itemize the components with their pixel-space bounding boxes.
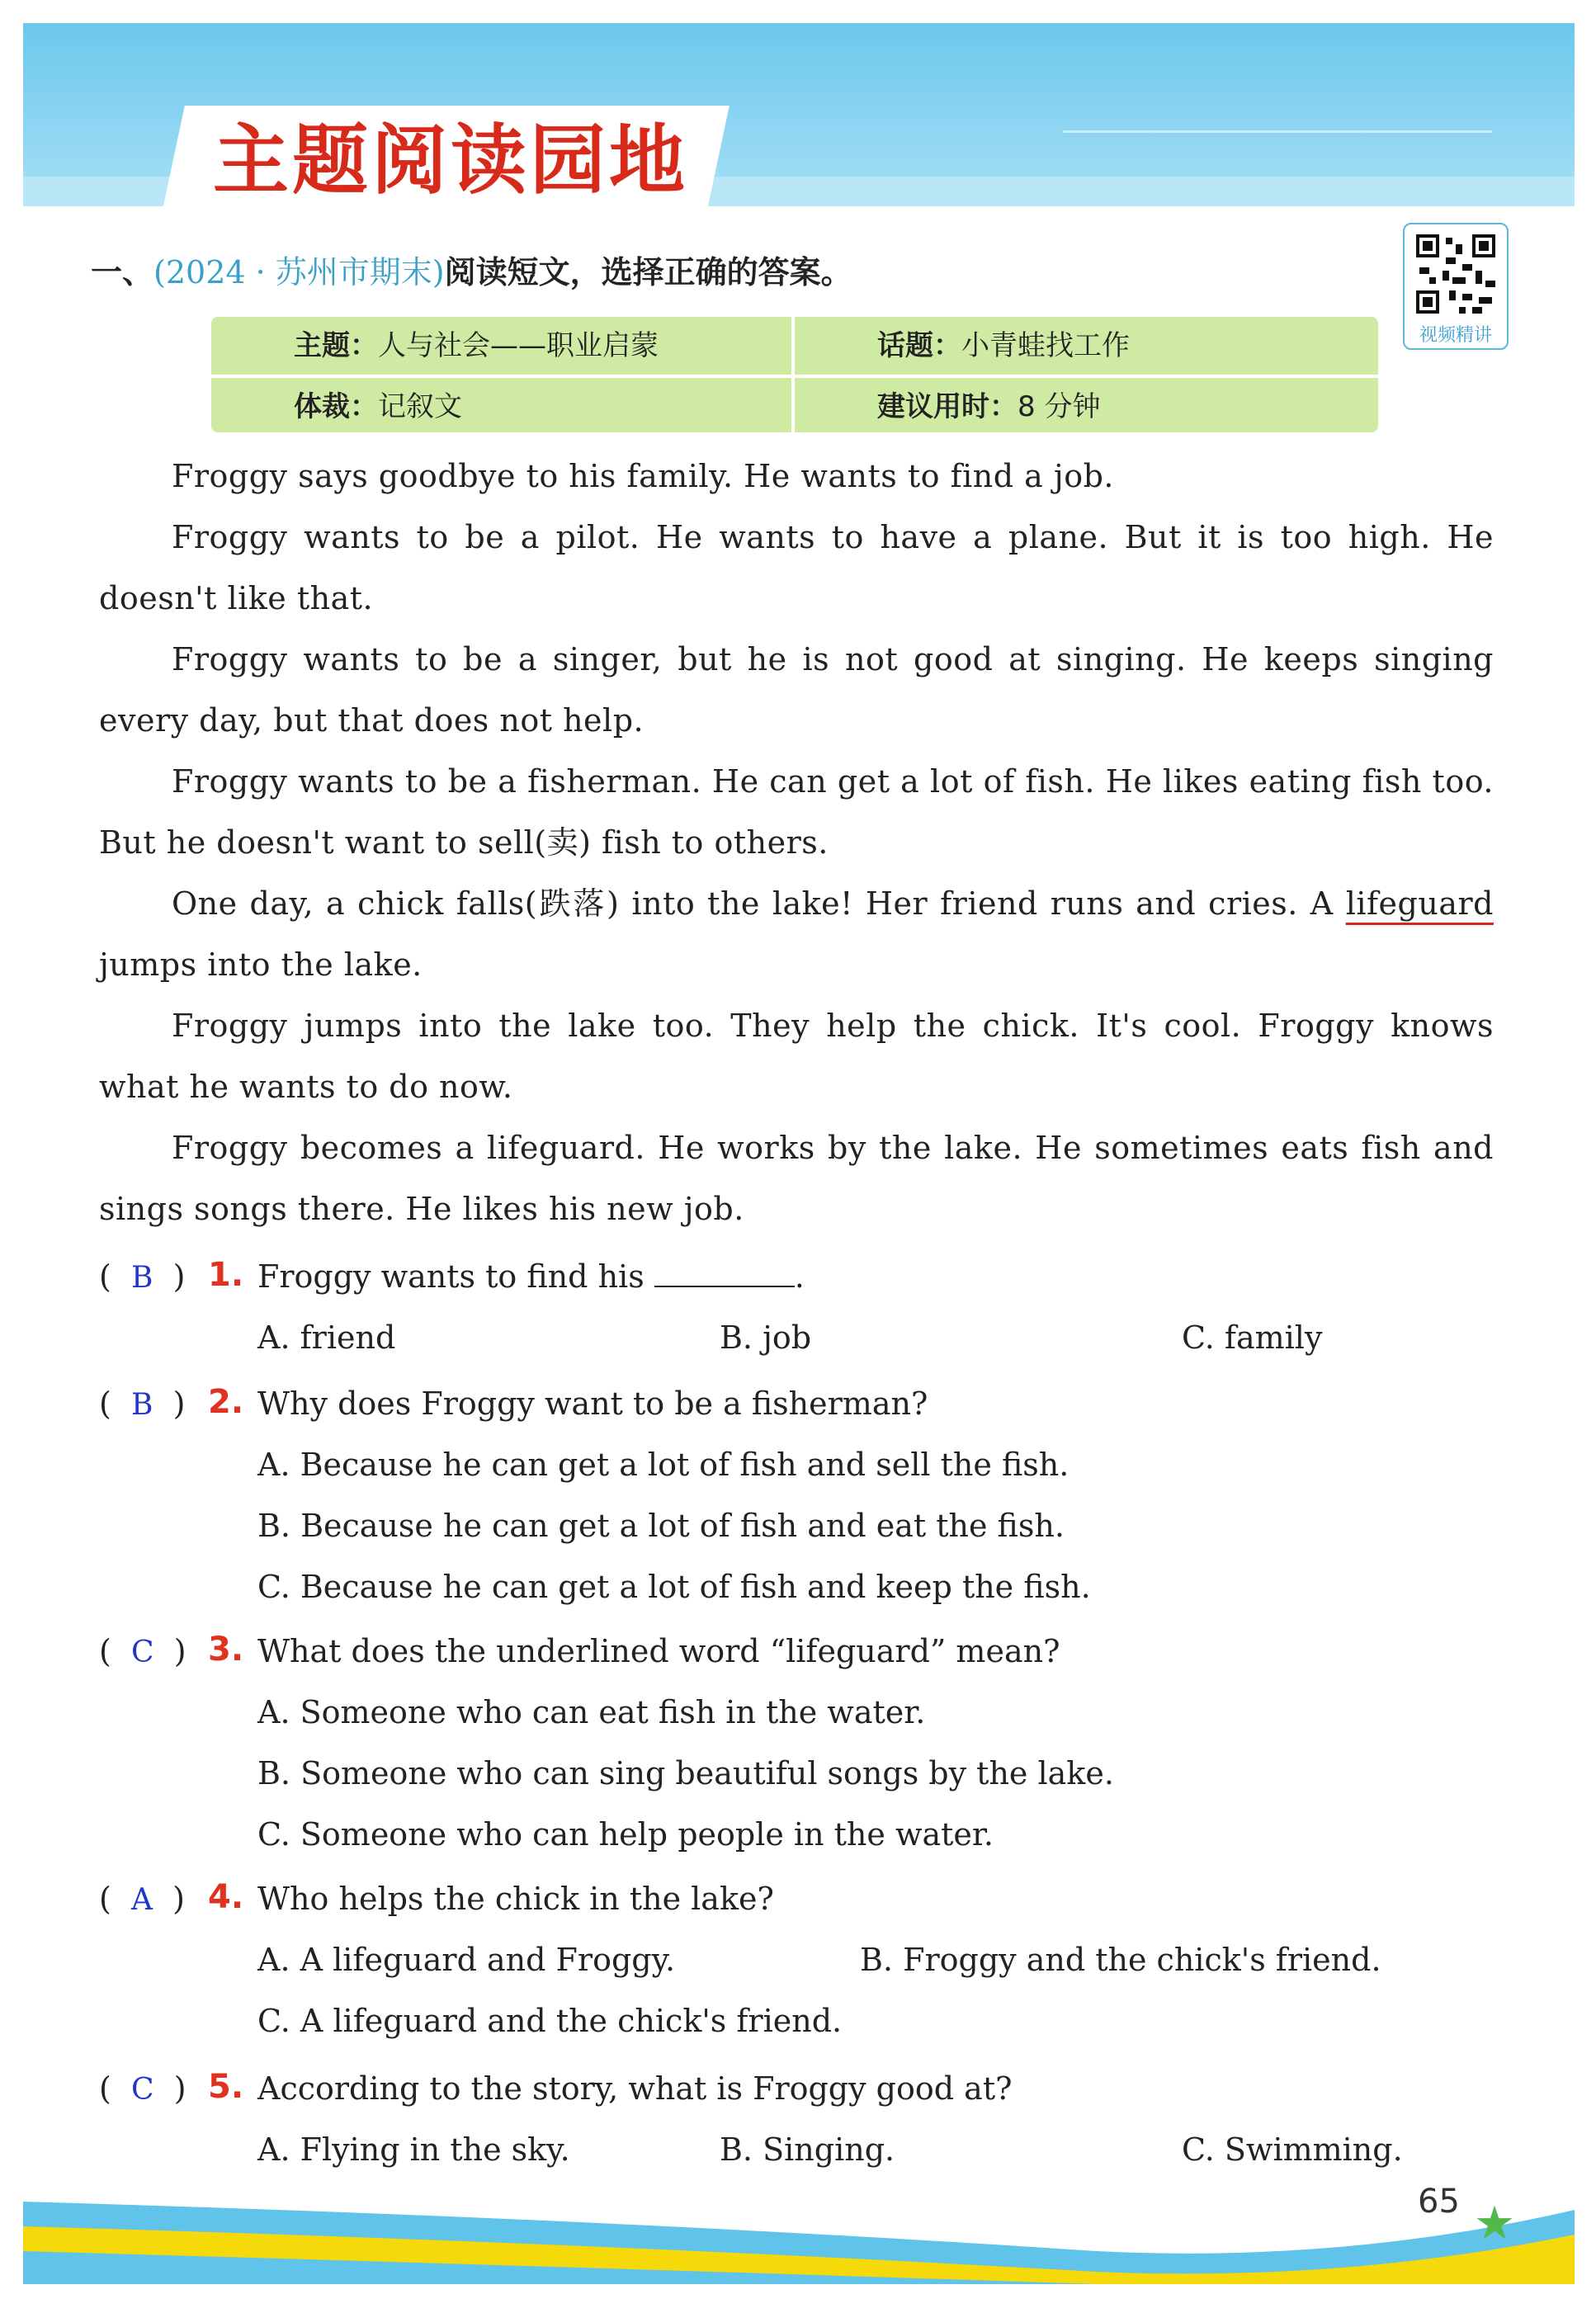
answer-mark: C bbox=[130, 2073, 154, 2107]
answer-bracket: ( A ) bbox=[99, 1881, 185, 1917]
qr-label: 视频精讲 bbox=[1419, 325, 1492, 346]
paragraph-1: Froggy says goodbye to his family. He wants to find a job. bbox=[172, 458, 1114, 494]
option-b: B. Froggy and the chick's friend. bbox=[860, 1942, 1381, 1978]
option-c: C. Someone who can help people in the water. bbox=[257, 1816, 994, 1853]
reading-passage bbox=[99, 446, 1494, 1239]
question-4 bbox=[99, 1868, 1494, 2051]
question-number: 1. bbox=[208, 1256, 244, 1294]
paragraph-3: Froggy wants to be a singer, but he is not good at singing. He keeps singing every day, but that does not help. bbox=[99, 641, 1494, 739]
info-table bbox=[211, 317, 1378, 432]
question-number: 2. bbox=[208, 1383, 244, 1421]
answer-blank bbox=[654, 1256, 795, 1287]
question-text: Who helps the chick in the lake? bbox=[257, 1881, 774, 1917]
option-a: A. Flying in the sky. bbox=[257, 2131, 570, 2168]
option-b: B. Singing. bbox=[720, 2131, 895, 2168]
question-number: 4. bbox=[208, 1878, 244, 1916]
question-text: Froggy wants to find his . bbox=[257, 1246, 805, 1307]
option-b: B. Someone who can sing beautiful songs by the lake. bbox=[257, 1755, 1114, 1791]
answer-bracket: ( C ) bbox=[99, 1633, 187, 1669]
question-text: According to the story, what is Froggy good at? bbox=[257, 2070, 1013, 2107]
option-c: C. A lifeguard and the chick's friend. bbox=[257, 2003, 843, 2039]
answer-bracket: ( B ) bbox=[99, 1385, 186, 1422]
section-source: (2024 · 苏州市期末) bbox=[153, 254, 445, 290]
option-b: B. Because he can get a lot of fish and eat the fish. bbox=[257, 1508, 1065, 1544]
question-text: Why does Froggy want to be a fisherman? bbox=[257, 1385, 928, 1422]
qr-code-icon bbox=[1413, 231, 1499, 317]
paragraph-5: One day, a chick falls(跌落) into the lake! Her friend runs and cries. A lifeguard jumps into the lake. bbox=[99, 885, 1494, 983]
option-a: A. A lifeguard and Froggy. bbox=[257, 1942, 676, 1978]
star-icon: ★ bbox=[1474, 2197, 1516, 2250]
question-3 bbox=[99, 1621, 1494, 1865]
answer-bracket: ( B ) bbox=[99, 1258, 186, 1295]
info-genre: 体裁：记叙文 bbox=[211, 378, 795, 436]
answer-mark: A bbox=[130, 1883, 153, 1917]
section-heading bbox=[91, 248, 852, 297]
answer-bracket: ( C ) bbox=[99, 2070, 187, 2107]
paragraph-7: Froggy becomes a lifeguard. He works by the lake. He sometimes eats fish and sings songs there. He likes his new job. bbox=[99, 1130, 1494, 1227]
underlined-word: lifeguard bbox=[1345, 885, 1494, 922]
option-a: A. Because he can get a lot of fish and sell the fish. bbox=[257, 1447, 1070, 1483]
page-title: 主题阅读园地 bbox=[213, 116, 689, 205]
question-number: 5. bbox=[208, 2068, 244, 2106]
info-topic: 话题：小青蛙找工作 bbox=[795, 317, 1378, 378]
paragraph-6: Froggy jumps into the lake too. They help the chick. It's cool. Froggy knows what he wants to do now. bbox=[99, 1008, 1494, 1105]
option-a: A. friend bbox=[257, 1319, 396, 1356]
answer-mark: B bbox=[130, 1388, 153, 1422]
section-instruction: 阅读短文，选择正确的答案。 bbox=[444, 254, 852, 290]
option-c: C. Swimming. bbox=[1182, 2131, 1403, 2168]
header-decoration-line bbox=[1063, 130, 1492, 133]
answer-mark: B bbox=[130, 1261, 153, 1295]
paragraph-2: Froggy wants to be a pilot. He wants to have a plane. But it is too high. He doesn't like that. bbox=[99, 519, 1494, 616]
info-time: 建议用时：8 分钟 bbox=[877, 390, 1101, 423]
footer-wave bbox=[23, 2185, 1575, 2284]
question-2 bbox=[99, 1373, 1494, 1617]
option-a: A. Someone who can eat fish in the water. bbox=[257, 1694, 926, 1730]
video-qr-code[interactable] bbox=[1403, 223, 1509, 350]
question-5 bbox=[99, 2058, 1494, 2180]
info-theme: 主题：人与社会——职业启蒙 bbox=[211, 317, 795, 378]
question-text: What does the underlined word “lifeguard” mean? bbox=[257, 1633, 1060, 1669]
page-number: 65 bbox=[1418, 2183, 1460, 2221]
answer-mark: C bbox=[130, 1636, 154, 1669]
option-c: C. family bbox=[1182, 1319, 1323, 1356]
paragraph-4: Froggy wants to be a fisherman. He can get a lot of fish. He likes eating fish too. But he doesn't want to sell(卖) fish to others. bbox=[99, 763, 1494, 861]
question-number: 3. bbox=[208, 1631, 244, 1669]
option-b: B. job bbox=[720, 1319, 812, 1356]
question-1 bbox=[99, 1246, 1494, 1368]
option-c: C. Because he can get a lot of fish and keep the fish. bbox=[257, 1569, 1091, 1605]
section-number: 一、 bbox=[91, 254, 154, 290]
